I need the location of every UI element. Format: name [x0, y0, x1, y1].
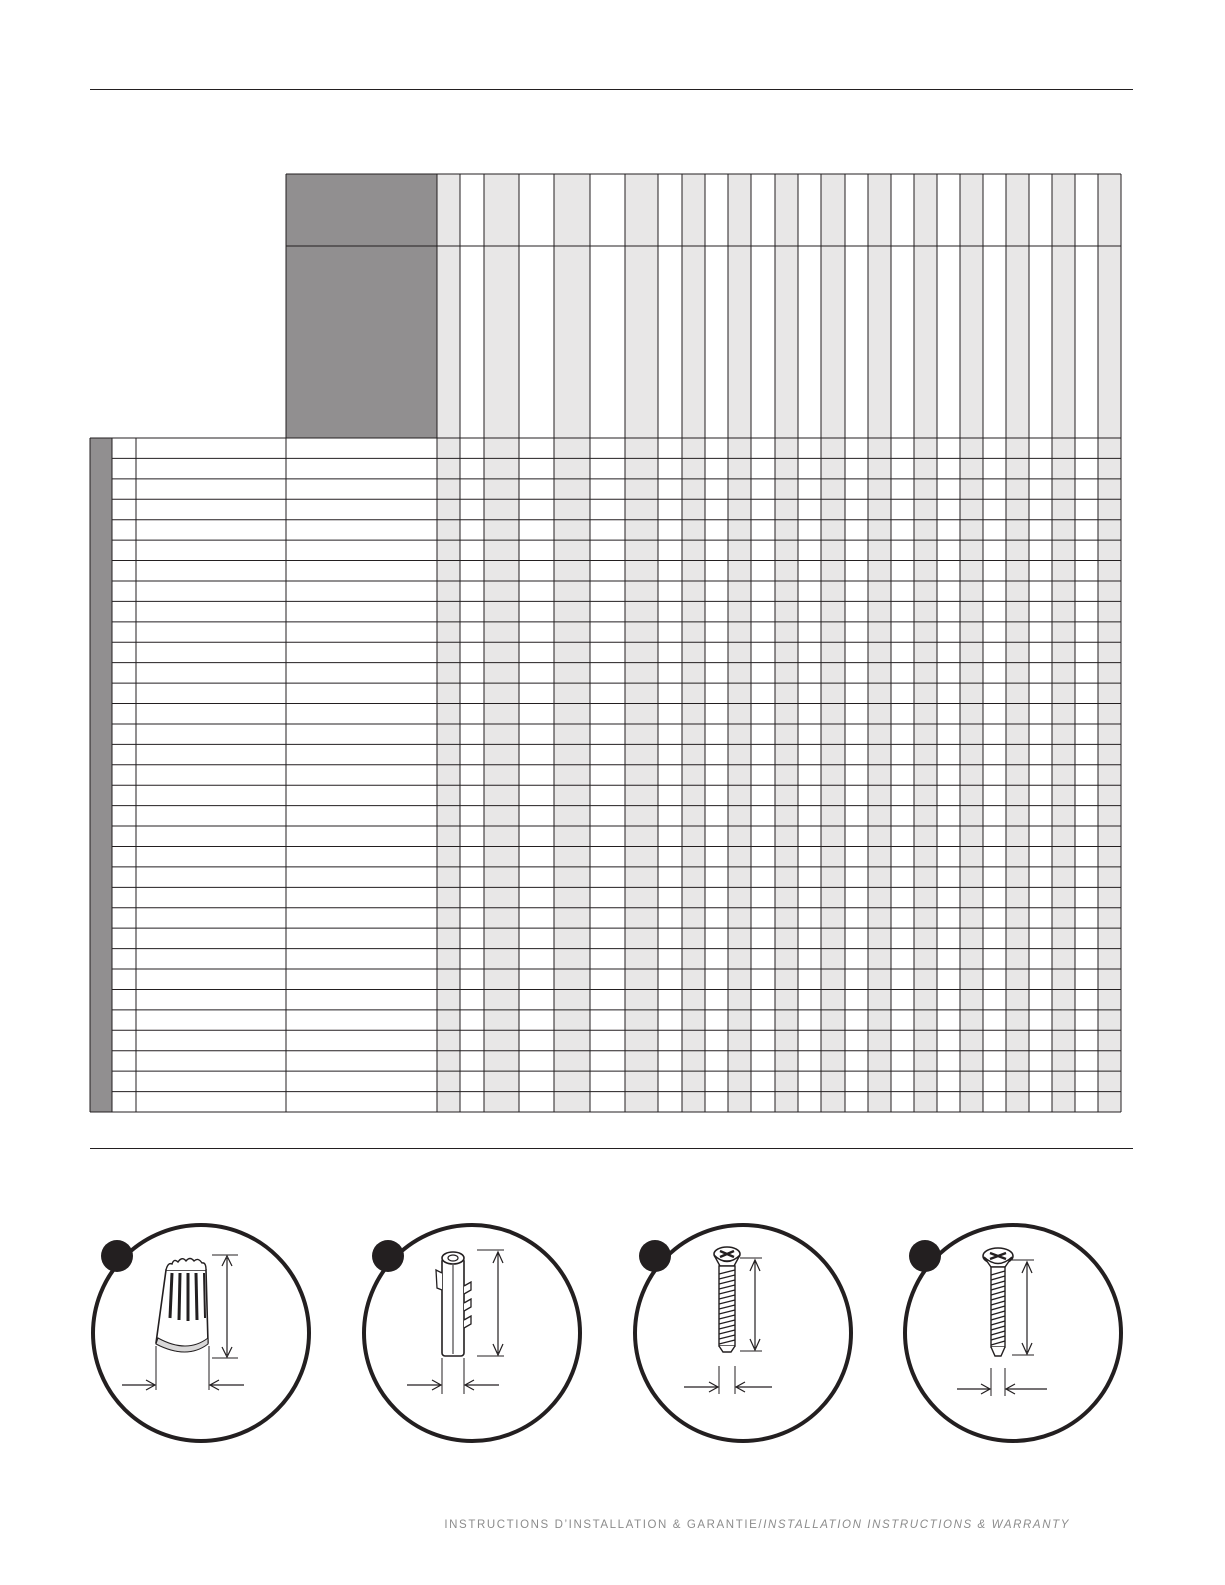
hardware-item-machine-screw [630, 1218, 856, 1451]
shaded-column [484, 174, 519, 1112]
shaded-column [821, 174, 845, 1112]
section-divider [90, 1148, 1133, 1149]
hardware-item-wall-anchor [359, 1218, 585, 1451]
footer-english: INSTALLATION INSTRUCTIONS & WARRANTY [763, 1519, 1070, 1531]
hardware-item-wire-connector [88, 1218, 314, 1451]
shaded-column [960, 174, 983, 1112]
shaded-column [682, 174, 705, 1112]
side-category-bar [90, 438, 112, 1112]
header-cell-top [286, 174, 437, 246]
mounting-screw-icon [900, 1218, 1126, 1446]
header-cell-bottom [286, 246, 437, 438]
shaded-column [554, 174, 590, 1112]
machine-screw-icon [630, 1218, 856, 1446]
shaded-column [437, 174, 460, 1112]
footer-text [0, 1519, 1225, 1531]
shaded-column [1006, 174, 1029, 1112]
hardware-item-mounting-screw [900, 1218, 1126, 1451]
footer-french: INSTRUCTIONS D’INSTALLATION & GARANTIE/ [444, 1519, 764, 1531]
shaded-column [775, 174, 798, 1112]
shaded-column [625, 174, 658, 1112]
shaded-column [914, 174, 937, 1112]
shaded-column [1052, 174, 1075, 1112]
shaded-column [1098, 174, 1121, 1112]
shaded-column [868, 174, 891, 1112]
shaded-column [728, 174, 751, 1112]
wire-nut-icon [88, 1218, 314, 1446]
plastic-anchor-icon [359, 1218, 585, 1446]
